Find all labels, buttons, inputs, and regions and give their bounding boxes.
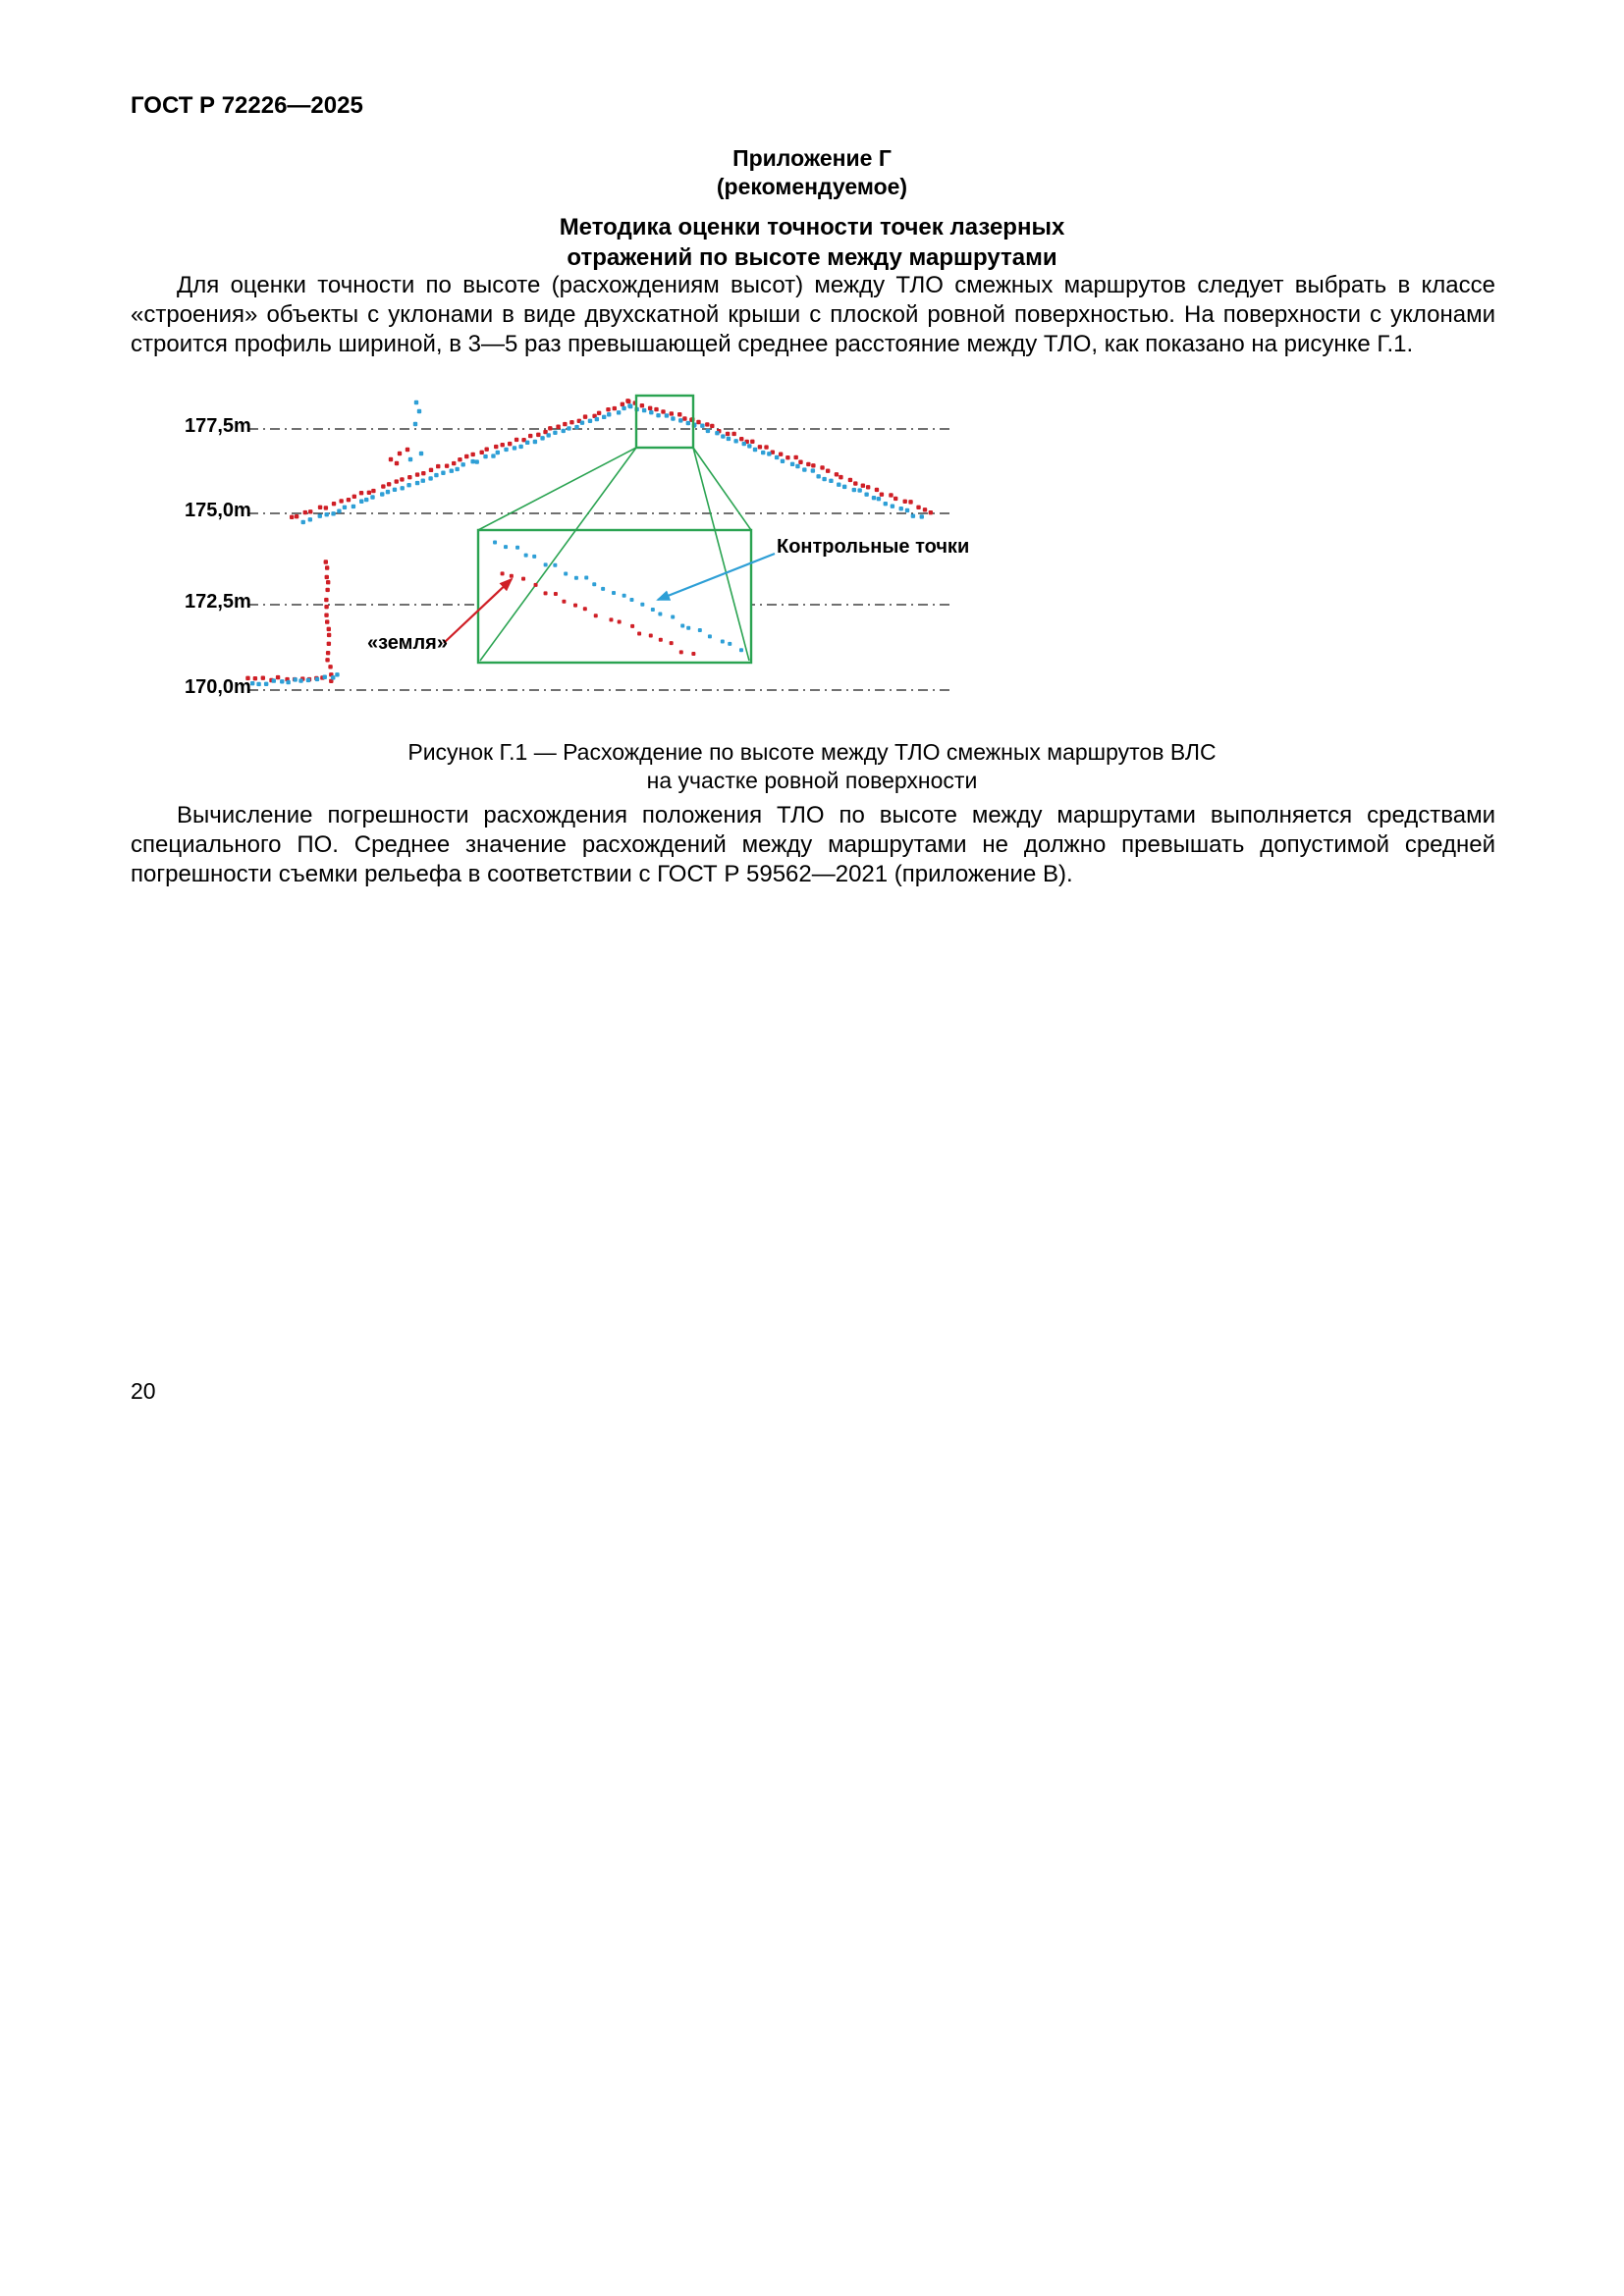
section-title-line1: Методика оценки точности точек лазерных bbox=[559, 214, 1065, 240]
control-points-label: Контрольные точки bbox=[777, 536, 970, 558]
ground-label: «земля» bbox=[367, 632, 448, 654]
figure-caption-line2: на участке ровной поверхности bbox=[646, 768, 978, 793]
paragraph-2: Вычисление погрешности расхождения положения ТЛО по высоте между маршрутами выполняется средствами специального ПО. Среднее значение расхождений между маршрутами не должно превышать допустимой средней погрешности съемки рельефа в соответствии с ГОСТ Р 59562—2021 (приложение В). bbox=[131, 802, 1495, 887]
y-axis-label-175-0: 175,0m bbox=[185, 500, 251, 521]
y-axis-label-177-5: 177,5m bbox=[185, 415, 251, 437]
y-axis-label-172-5: 172,5m bbox=[185, 591, 251, 613]
page-number: 20 bbox=[131, 1378, 156, 1404]
appendix-name: Приложение Г bbox=[732, 145, 892, 171]
y-axis-label-170-0: 170,0m bbox=[185, 676, 251, 698]
figure-g1-plot bbox=[128, 381, 1011, 736]
paragraph-1: Для оценки точности по высоте (расхождениям высот) между ТЛО смежных маршрутов следует выбрать в классе «строения» объекты с уклонами в виде двухскатной крыши с плоской ровной поверхностью. На поверхности с уклонами строится профиль шириной, в 3—5 раз превышающей среднее расстояние между ТЛО, как показано на рисунке Г.1. bbox=[131, 272, 1495, 357]
section-title-line2: отражений по высоте между маршрутами bbox=[567, 244, 1057, 271]
appendix-type: (рекомендуемое) bbox=[716, 174, 908, 199]
figure-caption-line1: Рисунок Г.1 — Расхождение по высоте между ТЛО смежных маршрутов ВЛС bbox=[407, 739, 1217, 765]
document-code: ГОСТ Р 72226—2025 bbox=[131, 92, 363, 119]
